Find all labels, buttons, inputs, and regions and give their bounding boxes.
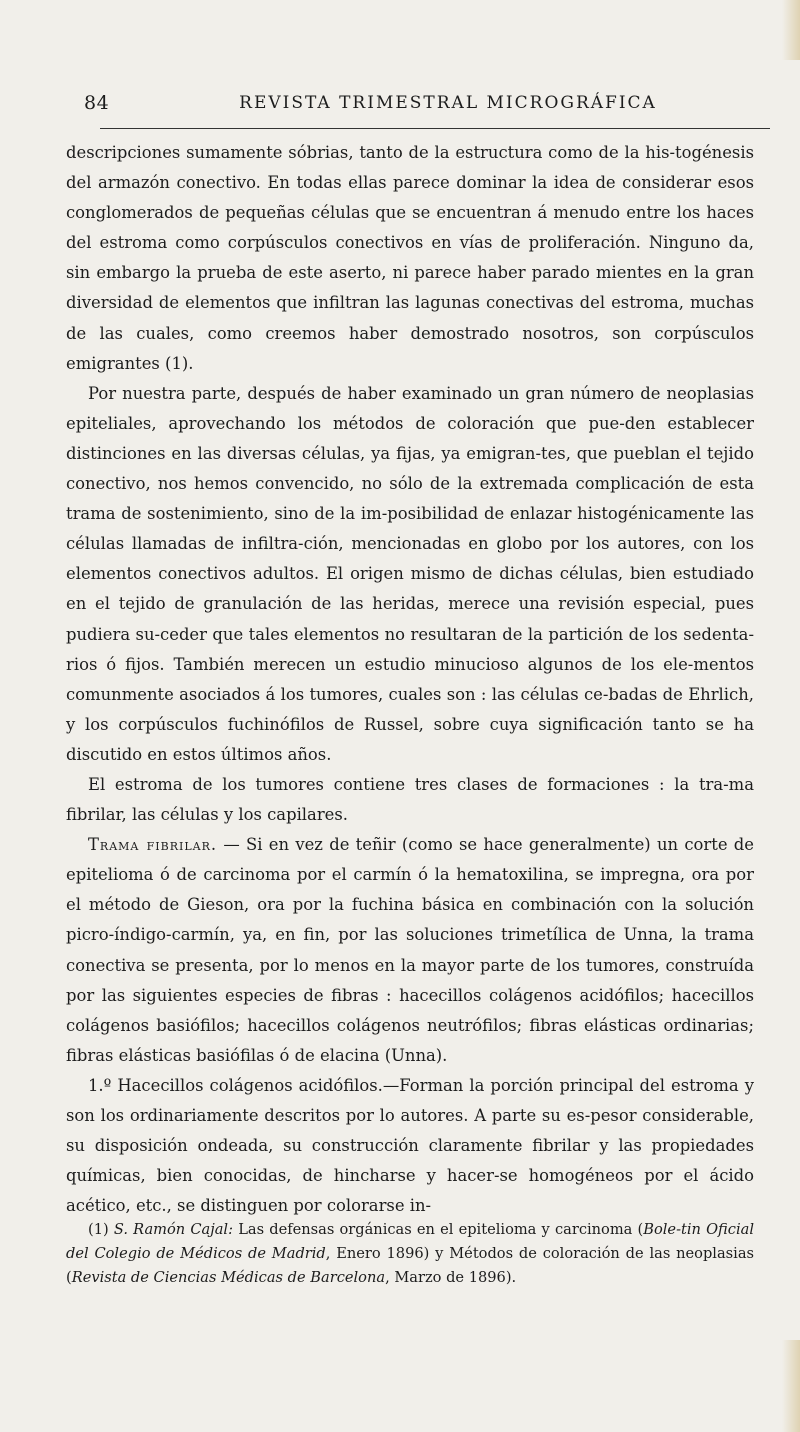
paragraph-text: — Si en vez de teñir (como se hace generalmente) un corte de epitelioma ó de carcinoma por el carmín ó la hematoxilina, se impregna, ora por el método de Gieson, ora por la fuchina básica en combinación con la solución picro-índigo-carmín, ya, en fin, por las soluciones trimetílica de Unna, la trama conectiva se presenta, por lo menos en la mayor parte de los tumores, construída por las siguientes especies de fibras : hacecillos colágenos acidófilos; hacecillos colágenos basiófilos; hacecillos colágenos neutrófilos; fibras elásticas ordinarias; fibras elásticas basiófilas ó de elacina (Unna).	[66, 835, 754, 1065]
footnote-marker: (1)	[88, 1221, 114, 1238]
paragraph: El estroma de los tumores contiene tres clases de formaciones : la tra-ma fibrilar, las células y los capilares.	[66, 774, 754, 825]
running-title: REVISTA TRIMESTRAL MICROGRÁFICA	[239, 93, 657, 113]
footnote-text-part: Las defensas orgánicas en el epitelioma y carcinoma (	[233, 1221, 644, 1238]
page-number: 84	[84, 92, 110, 114]
paragraph: Por nuestra parte, después de haber examinado un gran número de neoplasias epiteliales, aprovechando los métodos de coloración que pue-den establecer distinciones en las diversas células, ya fijas, ya emigran-tes, que pueblan el tejido conectivo, nos hemos convencido, no sólo de la extremada complicación de esta trama de sostenimiento, sino de la im-posibilidad de enlazar histogénicamente las células llamadas de infiltra-ción, mencionadas en globo por los autores, con los elementos conectivos adultos. El origen mismo de dichas células, bien estudiado en el tejido de granulación de las heridas, merece una revisión especial, pues pudiera su-ceder que tales elementos no resultaran de la partición de los sedenta-rios ó fijos. También merecen un estudio minucioso algunos de los ele-mentos comunmente asociados á los tumores, cuales son : las células ce-badas de Ehrlich, y los corpúsculos fuchinófilos de Russel, sobre cuya significación tanto se ha discutido en estos últimos años.	[66, 383, 754, 764]
paragraph	[66, 1071, 754, 1221]
footnote-journal: Revista de Ciencias Médicas de Barcelona	[71, 1269, 386, 1286]
footnote-text-part: , Enero 1896) y Métodos de coloración de las neoplasias (	[66, 1245, 755, 1286]
footnote-author: S. Ramón Cajal:	[113, 1221, 234, 1238]
paper-stain	[782, 1340, 800, 1432]
paper-stain	[782, 0, 800, 60]
footnote-text-part: , Marzo de 1896).	[385, 1269, 517, 1286]
footnote	[66, 1218, 754, 1290]
page-header	[60, 86, 776, 122]
paragraph	[66, 830, 754, 1071]
paragraph-text: —Forman la porción principal del estroma y son los ordinariamente descritos por lo autores. A parte su es-pesor considerable, su disposición ondeada, su construcción claramente fibrilar y las propiedades químicas, bien conocidas, de hincharse y hacer-se homogéneos por el ácido acético, etc., se distinguen por colorarse in-	[66, 1075, 754, 1216]
article-body	[66, 138, 754, 1221]
section-heading: Trama fibrilar.	[88, 835, 218, 855]
subsection-heading: 1.º Hacecillos colágenos acidófilos.	[88, 1075, 383, 1095]
footnote-text	[66, 1218, 754, 1290]
paragraph: descripciones sumamente sóbrias, tanto de la estructura como de la his-togénesis del armazón conectivo. En todas ellas parece dominar la idea de considerar esos conglomerados de pequeñas células que se encuentran á menudo entre los haces del estroma como corpúsculos conectivos en vías de proliferación. Ninguno da, sin embargo la prueba de este aserto, ni parece haber parado mientes en la gran diversidad de elementos que infiltran las lagunas conectivas del estroma, muchas de las cuales, como creemos haber demostrado nosotros, son corpúsculos emigrantes (1).	[66, 143, 754, 373]
footnote-journal: Bole-tin Oficial del Colegio de Médicos de Madrid	[66, 1221, 755, 1262]
header-rule	[100, 128, 770, 129]
